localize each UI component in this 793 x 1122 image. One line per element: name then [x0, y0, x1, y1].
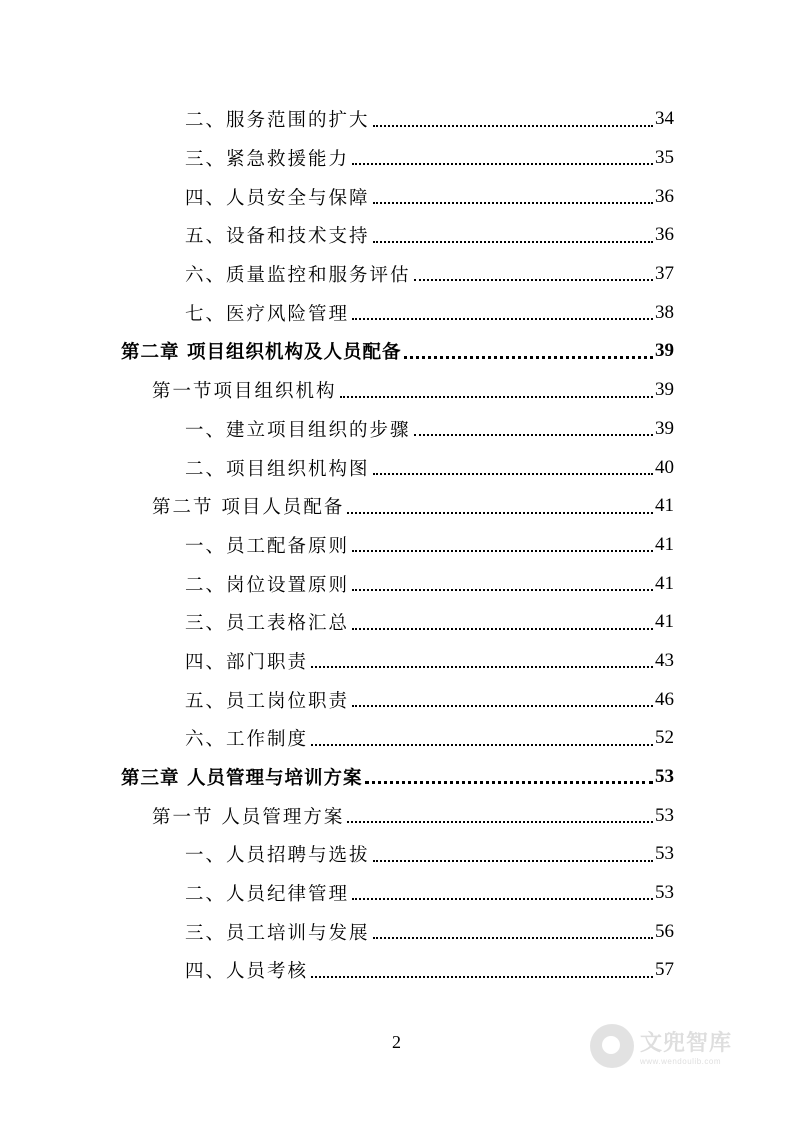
toc-entry-title: 六、质量监控和服务评估 [185, 265, 411, 287]
toc-entry-title: 六、工作制度 [185, 729, 309, 751]
toc-entry-title: 三、员工培训与发展 [185, 922, 370, 944]
toc-entry[interactable] [0, 526, 793, 565]
toc-entry-page: 39 [655, 340, 674, 362]
toc-dot-leader [414, 434, 653, 436]
toc-dot-leader [414, 279, 653, 281]
toc-dot-leader [352, 318, 653, 320]
toc-dot-leader [311, 666, 653, 668]
toc-dot-leader [373, 473, 653, 475]
toc-entry[interactable] [0, 100, 793, 139]
toc-entry-title: 二、项目组织机构图 [185, 458, 370, 480]
toc-entry-title: 四、人员安全与保障 [185, 187, 370, 209]
toc-entry-page: 38 [655, 301, 674, 323]
toc-entry[interactable] [0, 177, 793, 216]
toc-entry-title: 五、设备和技术支持 [185, 226, 370, 248]
toc-entry[interactable] [0, 912, 793, 951]
toc-dot-leader [352, 898, 653, 900]
toc-entry-title: 一、建立项目组织的步骤 [185, 419, 411, 441]
toc-entry-title: 第二章 项目组织机构及人员配备 [121, 342, 402, 364]
toc-entry-page: 53 [655, 766, 674, 788]
toc-entry-page: 53 [655, 843, 674, 865]
page-number: 2 [392, 1032, 401, 1052]
table-of-contents [0, 100, 793, 990]
toc-dot-leader [352, 628, 653, 630]
toc-entry[interactable] [0, 796, 793, 835]
toc-entry-title: 二、人员纪律管理 [185, 884, 350, 906]
toc-dot-leader [352, 163, 653, 165]
toc-entry-page: 40 [655, 456, 674, 478]
toc-entry-title: 三、员工表格汇总 [185, 613, 350, 635]
toc-entry-page: 35 [655, 147, 674, 169]
toc-dot-leader [340, 396, 653, 398]
toc-entry-page: 57 [655, 959, 674, 981]
toc-dot-leader [373, 860, 653, 862]
toc-entry-title: 五、员工岗位职责 [185, 690, 350, 712]
toc-dot-leader [404, 356, 653, 359]
toc-entry[interactable] [0, 951, 793, 990]
toc-entry[interactable] [0, 332, 793, 371]
watermark-text [640, 1026, 732, 1066]
toc-dot-leader [365, 781, 653, 784]
toc-entry[interactable] [0, 216, 793, 255]
toc-entry[interactable] [0, 603, 793, 642]
toc-entry-page: 56 [655, 920, 674, 942]
toc-entry-page: 37 [655, 263, 674, 285]
toc-entry-page: 53 [655, 882, 674, 904]
toc-entry[interactable] [0, 642, 793, 681]
toc-entry[interactable] [0, 487, 793, 526]
toc-entry-title: 四、人员考核 [185, 961, 309, 983]
toc-entry[interactable] [0, 255, 793, 294]
toc-dot-leader [352, 550, 653, 552]
toc-entry-title: 二、岗位设置原则 [185, 574, 350, 596]
toc-entry[interactable] [0, 293, 793, 332]
toc-entry-title: 第二节 项目人员配备 [152, 497, 345, 519]
toc-entry-page: 43 [655, 649, 674, 671]
toc-dot-leader [373, 241, 653, 243]
toc-entry[interactable] [0, 719, 793, 758]
toc-dot-leader [352, 705, 653, 707]
watermark-url: www.wendoulib.com [640, 1057, 721, 1066]
toc-entry[interactable] [0, 835, 793, 874]
toc-entry-page: 41 [655, 611, 674, 633]
toc-dot-leader [311, 744, 653, 746]
toc-entry-page: 46 [655, 688, 674, 710]
toc-entry-page: 41 [655, 533, 674, 555]
watermark [590, 1016, 765, 1076]
toc-entry-page: 39 [655, 417, 674, 439]
toc-entry-page: 36 [655, 224, 674, 246]
toc-dot-leader [311, 976, 653, 978]
toc-entry[interactable] [0, 371, 793, 410]
toc-entry-title: 一、员工配备原则 [185, 535, 350, 557]
toc-entry-page: 41 [655, 495, 674, 517]
toc-dot-leader [373, 937, 653, 939]
toc-entry-page: 41 [655, 572, 674, 594]
toc-entry-title: 四、部门职责 [185, 651, 309, 673]
toc-entry-title: 三、紧急救援能力 [185, 149, 350, 171]
toc-entry[interactable] [0, 410, 793, 449]
toc-entry-page: 34 [655, 108, 674, 130]
toc-entry[interactable] [0, 564, 793, 603]
toc-entry-title: 七、医疗风险管理 [185, 303, 350, 325]
toc-entry[interactable] [0, 680, 793, 719]
toc-entry[interactable] [0, 874, 793, 913]
toc-entry-title: 二、服务范围的扩大 [185, 110, 370, 132]
toc-entry-title: 第一节 人员管理方案 [152, 806, 345, 828]
toc-dot-leader [373, 202, 653, 204]
toc-dot-leader [352, 589, 653, 591]
toc-dot-leader [373, 125, 653, 127]
toc-entry-page: 39 [655, 379, 674, 401]
toc-entry-page: 52 [655, 727, 674, 749]
toc-entry[interactable] [0, 139, 793, 178]
toc-entry-title: 第三章 人员管理与培训方案 [121, 768, 363, 790]
toc-entry-page: 36 [655, 185, 674, 207]
toc-entry-title: 第一节项目组织机构 [152, 381, 337, 403]
watermark-logo-icon [590, 1024, 634, 1068]
toc-entry[interactable] [0, 758, 793, 797]
toc-dot-leader [347, 821, 653, 823]
toc-entry-title: 一、人员招聘与选拔 [185, 845, 370, 867]
toc-entry[interactable] [0, 448, 793, 487]
toc-dot-leader [347, 512, 653, 514]
watermark-name: 文兜智库 [640, 1031, 733, 1056]
toc-entry-page: 53 [655, 804, 674, 826]
